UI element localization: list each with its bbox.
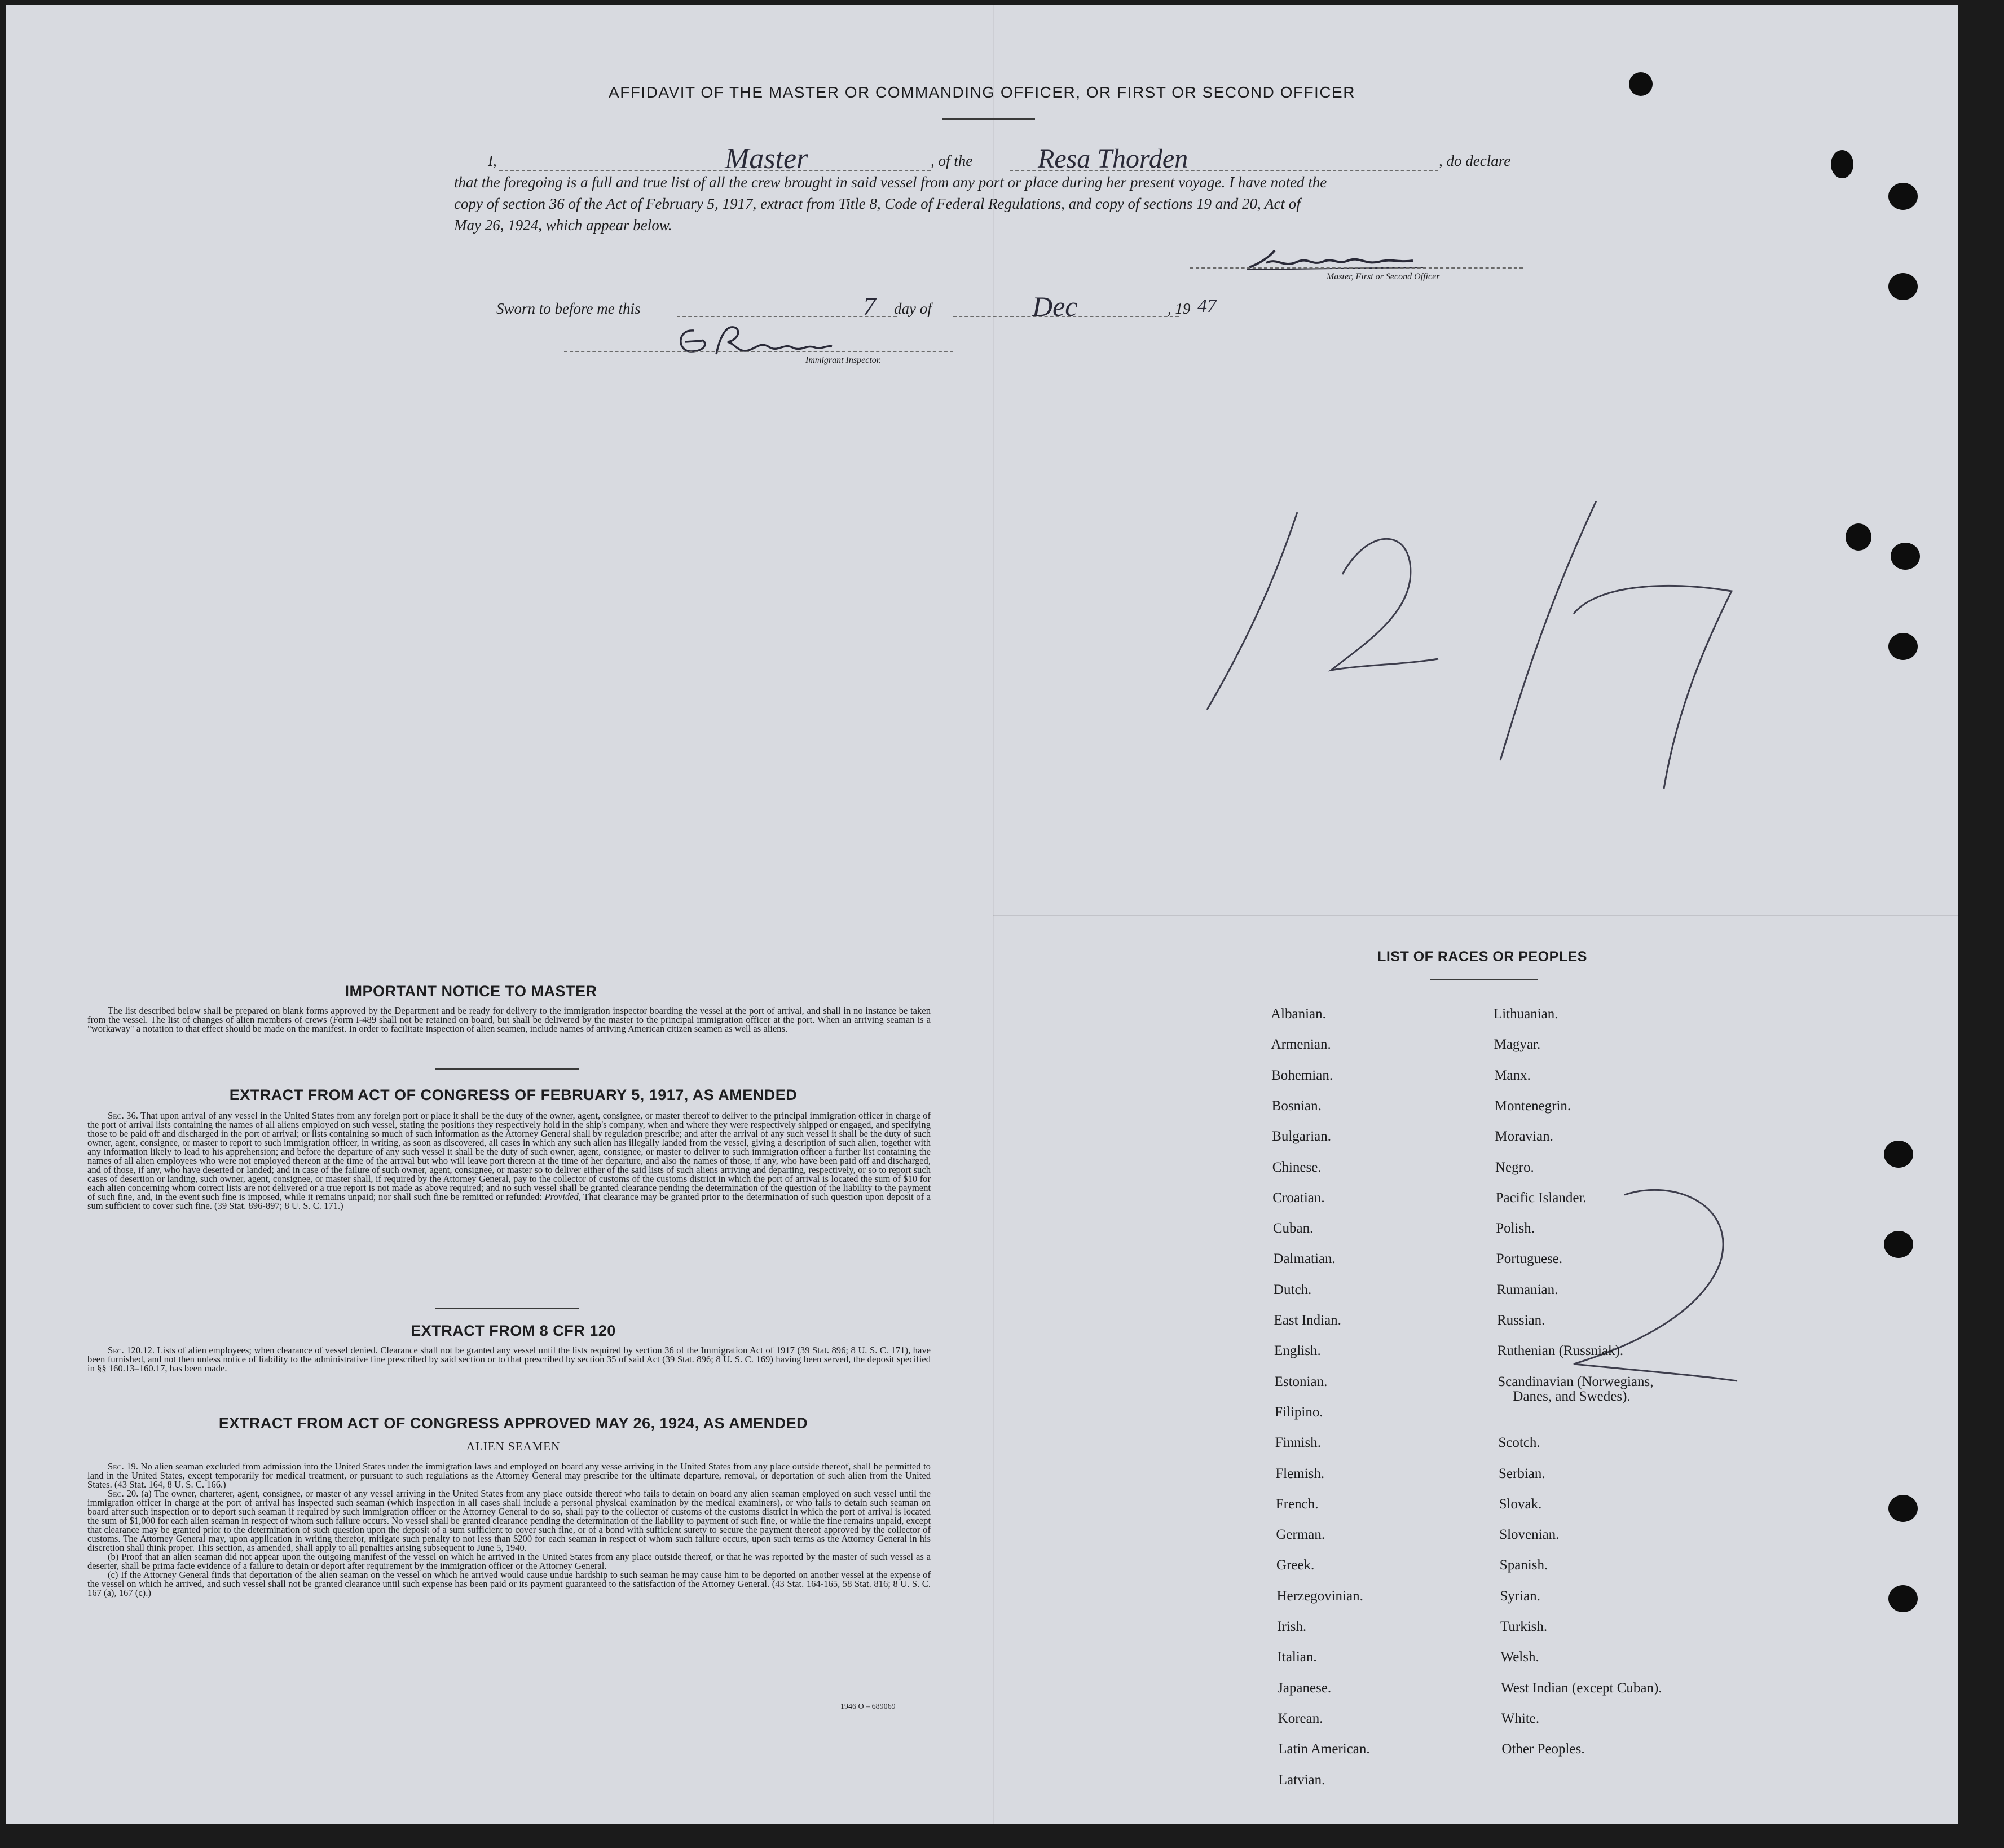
fold-line-vertical [993,5,994,1824]
race-item: Russian. [1497,1313,1545,1328]
race-item: French. [1275,1496,1319,1512]
race-item: Japanese. [1278,1680,1332,1696]
divider [1430,979,1538,980]
alien-seamen-subtitle: ALIEN SEAMEN [466,1440,561,1453]
sec-36-label: Sec. 36. [108,1110,138,1121]
race-item: Irish. [1277,1619,1307,1634]
race-item: Spanish. [1499,1557,1548,1573]
affidavit-line-1 [454,143,1529,175]
race-item: Croatian. [1272,1190,1325,1205]
race-item: Montenegrin. [1494,1098,1571,1114]
sworn-year-prefix: , 19 [1168,300,1191,317]
race-item: Greek. [1276,1557,1315,1573]
punch-hole [1888,273,1918,300]
race-item: Latvian. [1278,1772,1325,1788]
race-item: Dutch. [1273,1282,1312,1297]
sec-120-label: Sec. 120.12. [108,1345,155,1356]
divider [435,1308,579,1309]
blank-signature [1190,267,1523,269]
race-item: Dalmatian. [1273,1251,1336,1267]
punch-hole [1884,1141,1913,1168]
divider [942,118,1035,120]
race-item: White. [1501,1710,1540,1726]
declare-suffix: , do declare [1439,152,1511,169]
punch-hole [1888,1585,1918,1612]
race-item: Korean. [1278,1710,1323,1726]
punch-hole [1888,633,1918,660]
race-item: Portuguese. [1496,1251,1563,1267]
extract-cfr-body [87,1346,931,1373]
race-item: Lithuanian. [1494,1006,1558,1022]
race-item: Serbian. [1499,1466,1545,1481]
sec-20b-text: (b) Proof that an alien seaman did not appear upon the outgoing manifest of the vessel on which he arrived in the United States from any place outside thereof, or that he was reported by the master of such vessel as a deserter, shall be prima facie evidence of a failure to detain or deport after requirement by the immigration officer or the Attorney General. [87,1551,931,1571]
sec-19-label: Sec. 19. [108,1461,138,1472]
print-code: 1946 O – 689069 [840,1702,896,1711]
sworn-day-label: day of [894,300,932,317]
punch-hole [1846,523,1871,551]
handwritten-year: 47 [1197,296,1217,316]
affidavit-line-4: May 26, 1924, which appear below. [454,217,672,234]
race-item: East Indian. [1274,1313,1341,1328]
race-item: Other Peoples. [1501,1741,1585,1757]
race-item: Filipino. [1275,1404,1323,1420]
race-item: Bosnian. [1271,1098,1322,1114]
notice-title: IMPORTANT NOTICE TO MASTER [345,983,597,1000]
handwritten-page-mark [1551,1183,1748,1392]
race-item: Bohemian. [1271,1067,1333,1083]
blank-inspector [564,351,953,352]
sec-20-label: Sec. 20. [108,1488,139,1499]
blank-month [953,316,1179,317]
handwritten-rank: Master [725,143,808,175]
race-item: Scotch. [1498,1435,1540,1451]
race-item: Negro. [1495,1159,1534,1175]
race-item: Bulgarian. [1272,1129,1332,1145]
blank-rank [499,170,931,171]
punch-hole [1831,150,1853,178]
punch-hole [1891,543,1920,570]
sec-19-text: No alien seaman excluded from admission into the United States under the immigration laws and employed on board any vesse arriving in the United States from any place outside thereof, shall be permitted to land in the United States, except temporarily for medical treatment, or pursuant to such regulations as the Attorney General may prescribe for the ultimate departure, removal, or deportation of such alien from the United States. (43 Stat. 164, 8 U. S. C. 166.) [87,1461,931,1490]
punch-hole [1888,183,1918,210]
vessel-prefix: , of the [931,152,973,169]
handwritten-vessel-name: Resa Thorden [1038,144,1188,174]
race-item: Welsh. [1500,1649,1539,1665]
race-item: Latin American. [1278,1741,1370,1757]
declare-prefix: I, [488,152,497,169]
extract-1924-body [87,1462,931,1598]
race-item: Magyar. [1494,1037,1541,1053]
race-item: Polish. [1496,1221,1535,1237]
race-item: Slovenian. [1499,1527,1560,1543]
race-item: Italian. [1277,1649,1317,1665]
master-signature [1244,246,1435,274]
race-item: Slovak. [1499,1496,1542,1512]
affidavit-line-3: copy of section 36 of the Act of February 5, 1917, extract from Title 8, Code of Federal Regulations, and copy of sections 19 and 20, Act of [454,195,1301,212]
punch-hole [1884,1231,1913,1258]
race-item: Albanian. [1271,1006,1326,1022]
inspector-caption: Immigrant Inspector. [805,355,882,365]
race-item: Herzegovinian. [1276,1588,1363,1604]
proviso-label: Provided, [544,1191,581,1202]
extract-cfr-title: EXTRACT FROM 8 CFR 120 [411,1322,616,1339]
race-item: Moravian. [1495,1129,1553,1145]
notice-body [87,1006,931,1033]
race-item: Armenian. [1271,1037,1331,1053]
extract-1917-title: EXTRACT FROM ACT OF CONGRESS OF FEBRUARY 5, 1917, AS AMENDED [229,1086,798,1103]
race-item: Flemish. [1275,1466,1325,1481]
races-title: LIST OF RACES OR PEOPLES [1377,949,1587,965]
affidavit-title: AFFIDAVIT OF THE MASTER OR COMMANDING OFFICER, OR FIRST OR SECOND OFFICER [609,83,1355,101]
blank-vessel [1010,170,1438,171]
race-item: Chinese. [1272,1159,1322,1175]
sworn-prefix: Sworn to before me this [496,300,641,317]
sec-20a-text: (a) The owner, charterer, agent, consignee, or master of any vessel arriving in the United States from any place outside thereof who fails to detain on board any alien seaman employed on such vessel until the immigration officer in charge at the port of arrival has inspected such seaman (which inspection in all cases shall include a personal physical examination by the medical examiners), or who fails to detain such seaman on board after such inspection or to deport such seaman if required by such immigration officer or the Attorney General to do so, shall pay to the collector of customs of the customs district in which the port of arrival is located the sum of $1,000 for each alien seaman in respect of whom such failure occurs. No vessel shall be granted clearance pending the determination of the liability to payment of such fine, or while the fine remains unpaid, except that clearance may be granted prior to the determination of such question upon the deposit of a sum sufficient to cover such fine, or of a bond with sufficient surety to secure the payment thereof approved by the collector of customs. The Attorney General may, upon application in writing therefor, mitigate such penalty to not less than $200 for each seaman in respect of whom such failure occurs, upon such terms as the Attorney General in his discretion shall think proper. This section, as amended, shall apply to all penalties arising subsequent to June 5, 1940. [87,1488,931,1553]
handwritten-date-stamp [1168,501,1788,794]
punch-hole [1888,1495,1918,1522]
extract-1924-title: EXTRACT FROM ACT OF CONGRESS APPROVED MAY 26, 1924, AS AMENDED [218,1415,808,1432]
race-item: Cuban. [1272,1221,1314,1237]
fold-line-horizontal [993,915,1958,916]
sec-120-text: Lists of alien employees; when clearance of vessel denied. Clearance shall not be granted any vessel until the lists required by section 36 of the Immigration Act of 1917 (39 Stat. 896; 8 U. S. C. 171), have been furnished, and not then unless notice of liability to the administrative fine prescribed by said section or to that prescribed by section 35 of said Act (39 Stat. 896; 8 U. S. C. 169) having been served, the deposit specified in §§ 160.13–160.17, has been made. [87,1345,931,1374]
race-item: Finnish. [1275,1435,1321,1451]
divider [435,1068,579,1070]
race-item: Rumanian. [1496,1282,1558,1297]
race-item: West Indian (except Cuban). [1501,1680,1662,1696]
race-item: Estonian. [1274,1374,1328,1389]
sec-36-text: That upon arrival of any vessel in the United States from any foreign port or place it shall be the duty of the owner, agent, consignee, or master thereof to deliver to the principal immigration officer in charge of the port of arrival lists containing the names of all aliens employed on such vessel, stating the positions they respectively hold in the ship's company, when and where they were respectively shipped or engaged, and specifying those to be paid off and discharged in the port of arrival; or lists containing so much of such information as the Attorney General shall by regulation prescribe; and after the arrival of any such vessel it shall be the duty of such owner, agent, consignee, or master to report to such immigration officer, in writing, as soon as discovered, all cases in which any such alien has illegally landed from the vessel, giving a description of such alien, together with any information likely to lead to his apprehension; and before the departure of any such vessel it shall be the duty of such owner, agent, consignee, or master to deliver to such immigration officer a further list containing the names of all alien employees who were not employed thereon at the time of the arrival but who will leave port thereon at the time of her departure, and also the names of those, if any, who have been paid off and discharged, and of those, if any, who have deserted or landed; and in case of the failure of such owner, agent, consignee, or master so to deliver either of the said lists of such aliens arriving and departing, respectively, or so to report such cases of desertion or landing, such owner, agent, consignee, or master shall, if required by the Attorney General, pay to the collector of customs of the customs district in which the port of arrival is located the sum of $10 for each alien concerning whom correct lists are not delivered or a true report is not made as above required; and no such vessel shall be granted clearance pending the determination of the question of the liability to the payment of such fine, and, in the event such fine is imposed, while it remains unpaid; nor shall such fine be remitted or refunded: [87,1110,931,1202]
race-item: English. [1274,1343,1321,1359]
affidavit-line-2: that the foregoing is a full and true list of all the crew brought in said vessel from any port or place during her present voyage. I have noted the [454,174,1327,191]
blank-day [677,316,897,317]
race-item: Danes, and Swedes). [1513,1388,1631,1404]
race-item: Manx. [1494,1067,1531,1083]
race-item: Ruthenian (Russniak). [1497,1343,1624,1359]
handwritten-day: 7 [863,292,876,320]
document-sheet [6,5,1958,1824]
race-item: German. [1276,1527,1325,1543]
notice-text: The list described below shall be prepared on blank forms approved by the Department and be ready for delivery to the immigration inspector boarding the vessel at the port of arrival, and shall in no instance be taken from the vessel. The list of changes of alien members of crews (Form I-489 shall not be retained on board, but shall be delivered by the master to the principal immigration officer at the port. When an arriving seaman is a "workaway" a notation to that effect should be made on the manifest. In order to facilitate inspection of alien seamen, include names of arriving American citizen seamen as well as aliens. [87,1005,931,1034]
race-item: Turkish. [1500,1619,1548,1634]
signature-caption: Master, First or Second Officer [1327,272,1440,281]
race-item: Pacific Islander. [1495,1190,1587,1205]
handwritten-month: Dec [1032,291,1078,322]
race-item: Syrian. [1500,1588,1540,1604]
race-item: Scandinavian (Norwegians, [1498,1374,1654,1389]
sec-20c-text: (c) If the Attorney General finds that deportation of the alien seaman on the vessel on which he arrived would cause undue hardship to such seaman he may cause him to be deported on another vessel at the expense of the vessel on which he arrived, and such vessel shall not be granted clearance until such expense has been paid or its payment guaranteed to the satisfaction of the Attorney General. (43 Stat. 164-165, 58 Stat. 816; 8 U. S. C. 167 (a), 167 (c).) [87,1569,931,1598]
extract-1917-body [87,1111,931,1211]
proviso-text: That clearance may be granted prior to the determination of such question upon deposit of a sum sufficient to cover such fine. (39 Stat. 896-897; 8 U. S. C. 171.) [87,1191,931,1211]
